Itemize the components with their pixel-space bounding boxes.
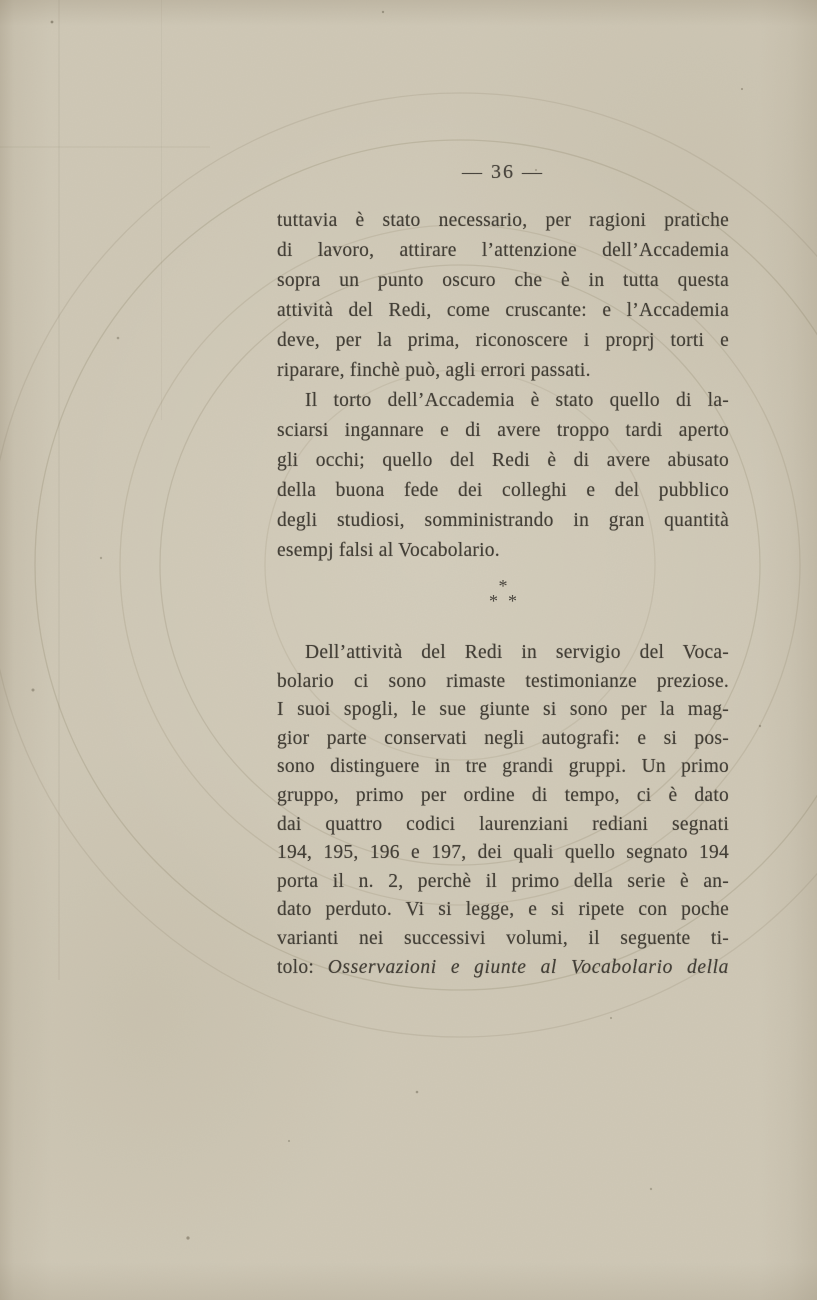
text-line: esempj falsi al Vocabolario.: [277, 540, 500, 561]
text-line: riparare, finchè può, agli errori passati.: [277, 360, 591, 381]
text-line: di lavoro, attirare l’attenzione dell’Accademia: [277, 240, 729, 261]
asterisk: *: [498, 576, 508, 596]
asterisk-row-top: [277, 576, 729, 596]
body-paragraphs-top: [277, 206, 729, 566]
text-line: sciarsi ingannare e di avere troppo tardi aperto: [277, 420, 729, 441]
asterisk: *: [489, 591, 498, 611]
line-segment-roman: tolo:: [277, 956, 328, 978]
text-line: I suoi spogli, le sue giunte si sono per la mag-: [277, 699, 729, 721]
text-line: attività del Redi, come cruscante: e l’Accademia: [277, 300, 729, 321]
paper-crease: [161, 0, 162, 420]
paper-crease: [58, 0, 60, 980]
text-line: tuttavia è stato necessario, per ragioni pratiche: [277, 210, 729, 231]
text-line: gli occhi; quello del Redi è di avere abusato: [277, 450, 729, 471]
text-line: varianti nei successivi volumi, il seguente ti-: [277, 927, 729, 949]
text-line: Il torto dell’Accademia è stato quello di la-: [305, 390, 729, 411]
paper-crease: [0, 146, 210, 148]
asterism-separator: [277, 578, 729, 622]
text-line: degli studiosi, somministrando in gran quantità: [277, 510, 729, 531]
text-line: dai quattro codici laurenziani rediani segnati: [277, 813, 729, 835]
asterisk: *: [508, 591, 517, 611]
text-line: sopra un punto oscuro che è in tutta questa: [277, 270, 729, 291]
text-line: gior parte conservati negli autografi: e si pos-: [277, 727, 729, 749]
text-line: della buona fede dei colleghi e del pubblico: [277, 480, 729, 501]
text-block: [277, 206, 729, 982]
text-line: dato perduto. Vi si legge, e si ripete con poche: [277, 899, 729, 921]
text-line: porta il n. 2, perchè il primo della serie è an-: [277, 870, 729, 892]
text-line: sono distinguere in tre grandi gruppi. Un primo: [277, 756, 729, 778]
text-line: Dell’attività del Redi in servigio del Voca-: [305, 642, 729, 663]
text-line: gruppo, primo per ordine di tempo, ci è dato: [277, 784, 729, 806]
text-line: 194, 195, 196 e 197, dei quali quello segnato 194: [277, 842, 729, 864]
paragraph: [277, 386, 729, 566]
paragraph: [277, 639, 729, 982]
asterisk-row-bottom: [277, 591, 729, 611]
line-segment-italic: Osservazioni e giunte al Vocabolario della: [327, 956, 729, 978]
page-number: — 36 —: [462, 161, 544, 183]
body-paragraphs-bottom: [277, 639, 729, 982]
text-line: bolario ci sono rimaste testimonianze preziose.: [277, 670, 729, 692]
text-line: [277, 954, 729, 983]
paragraph: [277, 206, 729, 386]
text-line: deve, per la prima, riconoscere i proprj torti e: [277, 330, 729, 351]
